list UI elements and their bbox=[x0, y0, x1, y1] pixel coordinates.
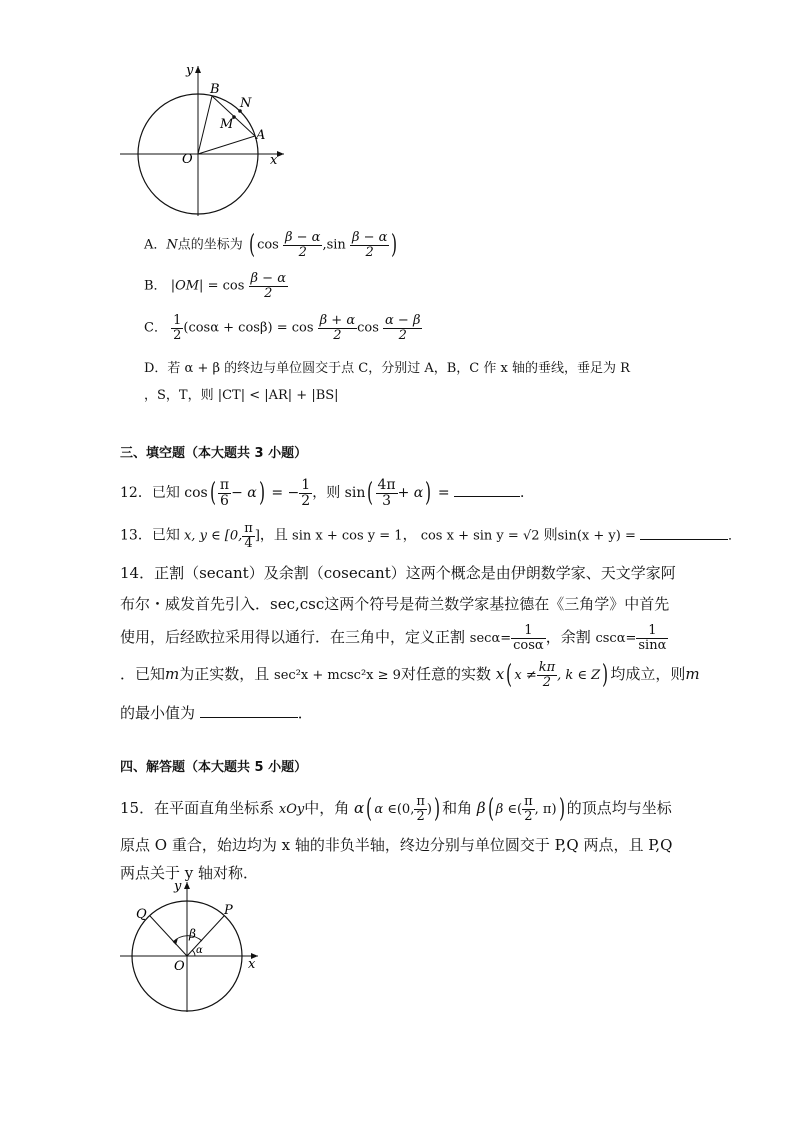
q14-line4a: ．已知 bbox=[120, 665, 166, 683]
q12-plus-a: + α bbox=[397, 485, 424, 502]
fig2-y-label: y bbox=[174, 879, 182, 894]
q13-e1: sin x + cos y = 1 bbox=[292, 528, 403, 544]
q12-f2-num: 4π bbox=[377, 477, 396, 493]
option-a-cos-num: β − α bbox=[285, 229, 321, 245]
q14-m: m bbox=[165, 665, 180, 683]
option-a-sin-den: 2 bbox=[365, 244, 374, 260]
option-c-half-den: 2 bbox=[173, 327, 182, 343]
q15-a-open: (0, bbox=[396, 802, 415, 817]
q15-cond-a: α ∈ bbox=[374, 802, 397, 817]
fig1-B-label: B bbox=[210, 82, 220, 97]
q15-b-open: ( bbox=[517, 802, 523, 817]
q14-sec: secα= bbox=[469, 631, 512, 647]
fig2-beta-label: β bbox=[189, 927, 196, 941]
q14-end: ． bbox=[297, 704, 313, 722]
q15-l1c: 和角 bbox=[442, 799, 473, 817]
q14-k-den: 2 bbox=[542, 674, 552, 690]
q12-h-den: 2 bbox=[301, 492, 311, 509]
q14-answer-blank[interactable] bbox=[200, 705, 298, 718]
q14-line5 bbox=[120, 702, 313, 723]
q15-b-den: 2 bbox=[524, 808, 533, 824]
q15-l1a: 15．在平面直角坐标系 bbox=[120, 799, 275, 817]
option-c-f1-num: β + α bbox=[319, 313, 356, 328]
option-c-f1-den: 2 bbox=[333, 327, 342, 343]
fig2-O-label: O bbox=[174, 959, 185, 974]
q14-line3a: 使用，后经欧拉采用得以通行．在三角中，定义正割 bbox=[120, 628, 466, 647]
option-c-f2-num: α − β bbox=[385, 313, 421, 328]
option-a-cos: cos bbox=[257, 237, 279, 253]
q12-sin: sin bbox=[344, 485, 366, 502]
q13-pre: 已知 bbox=[151, 527, 180, 544]
question-12: 12．已知 cos( $\frac{\pi}{6}$ − α) = − $\frac{1}{2}$ ，则 sin( $\frac{4\pi}{3}$ + α) = ． bbox=[120, 477, 535, 509]
q15-xoy: xOy bbox=[278, 802, 305, 817]
option-c: C． $\frac{1}{2}$ (cosα + cosβ) = cos $\frac{\beta + \alpha}{2}$ cos $\frac{\alpha - \beta}{2}$ bbox=[144, 313, 421, 343]
option-a-prefix: A． bbox=[144, 237, 167, 253]
unit-circle-figure-2 bbox=[112, 878, 272, 1018]
q14-line4d: 均成立，则 bbox=[610, 665, 686, 683]
option-c-f2-den: 2 bbox=[398, 327, 407, 343]
q14-line4c: 对任意的实数 bbox=[400, 665, 491, 683]
unit-circle-figure-1 bbox=[112, 60, 292, 220]
q12-f1-num: π bbox=[219, 477, 230, 493]
fig2-Q-label: Q bbox=[136, 907, 147, 922]
option-a-sin: sin bbox=[326, 237, 346, 253]
q13-f-num: π bbox=[244, 521, 253, 536]
q12-num: 12． bbox=[120, 485, 152, 502]
q15-b-close: , π) bbox=[534, 802, 557, 817]
q15-alpha: α bbox=[354, 799, 365, 817]
option-c-inner: cosα + cosβ bbox=[188, 320, 268, 336]
q12-f2-den: 3 bbox=[382, 492, 392, 509]
q12-h-num: 1 bbox=[301, 477, 311, 493]
q14-setx: x bbox=[495, 665, 505, 683]
q15-a-close: ) bbox=[426, 802, 432, 817]
q14-line2: 布尔・威发首先引入．sec,csc这两个符号是荷兰数学家基拉德在《三角学》中首先 bbox=[120, 595, 670, 613]
option-c-half-num: 1 bbox=[173, 313, 182, 328]
q14-line4b: 为正实数，且 bbox=[179, 665, 270, 683]
option-b-den: 2 bbox=[264, 285, 273, 301]
fig2-alpha-label: α bbox=[196, 945, 203, 956]
q12-eq2: = bbox=[437, 485, 450, 502]
q15-line2: 原点 O 重合，始边均为 x 轴的非负半轴，终边分别与单位圆交于 P,Q 两点，且 P,Q bbox=[120, 836, 673, 854]
option-a-comma: , bbox=[322, 237, 327, 253]
q14-kz: , k ∈ Z bbox=[557, 668, 601, 683]
q13-close: ] bbox=[254, 528, 260, 544]
q13-vars: x, y ∈ [0, bbox=[183, 528, 243, 544]
option-a-text: 点的坐标为 bbox=[177, 237, 243, 253]
q13-mid1: ，且 bbox=[259, 527, 288, 544]
q12-cos: cos bbox=[184, 485, 208, 502]
q14-line1: 14．正割（secant）及余割（cosecant）这两个概念是由伊朗数学家、天文学家阿 bbox=[120, 564, 676, 582]
fig1-O-label: O bbox=[182, 152, 193, 167]
option-c-prefix: C． bbox=[144, 320, 167, 336]
q15-a-den: 2 bbox=[416, 808, 425, 824]
option-d-line2: ，S，T，则 |CT| < |AR| + |BS| bbox=[144, 388, 339, 403]
q14-cond: x ≠ bbox=[514, 668, 537, 683]
q14-k-num: kπ bbox=[538, 659, 556, 675]
section-4-title: 四、解答题（本大题共 5 小题） bbox=[120, 760, 308, 775]
q14-line5-text: 的最小值为 bbox=[120, 704, 196, 722]
option-b: B． |OM| = cos $\frac{\beta - \alpha}{2}$ bbox=[144, 271, 286, 301]
q15-a-num: π bbox=[416, 793, 425, 809]
q14-csc-den: sinα bbox=[638, 637, 667, 653]
option-b-abs: OM bbox=[175, 278, 200, 294]
q12-f1-den: 6 bbox=[220, 492, 229, 509]
q13-num: 13． bbox=[120, 527, 152, 544]
option-d-line1: D．若 α + β 的终边与单位圆交于点 C，分别过 A，B，C 作 x 轴的垂线，垂足为 R bbox=[144, 361, 630, 376]
option-a-sin-num: β − α bbox=[351, 229, 388, 245]
q14-m2: m bbox=[685, 665, 700, 683]
q12-end: ． bbox=[520, 485, 535, 502]
q13-mid2: ， bbox=[402, 527, 417, 544]
q13-f-den: 4 bbox=[244, 535, 253, 551]
q14-csc: cscα= bbox=[595, 631, 637, 647]
q13-end: ． bbox=[727, 528, 741, 544]
q13-e2: cos x + sin y = √2 bbox=[420, 528, 540, 544]
q15-b-num: π bbox=[524, 793, 533, 809]
option-a-cos-den: 2 bbox=[298, 244, 307, 260]
q12-mid: ，则 bbox=[312, 485, 341, 502]
q12-pre: 已知 bbox=[151, 485, 180, 502]
section-3-title: 三、填空题（本大题共 3 小题） bbox=[120, 446, 308, 461]
q14-sec-num: 1 bbox=[511, 624, 546, 639]
q15-line1: 15．在平面直角坐标系 xOy中，角 α( α ∈(0, $\frac{\pi}{2}$ )) 和角 β( β ∈( $\frac{\pi}{2}$ , π)) 的顶点均与坐标 bbox=[120, 793, 672, 824]
option-b-num: β − α bbox=[250, 271, 286, 286]
q12-minus-a: − α bbox=[231, 485, 257, 502]
option-b-eq: = cos bbox=[207, 278, 245, 294]
q12-eq: = − bbox=[271, 485, 300, 502]
option-a: A．N点的坐标为 ( cos $\frac{\beta - \alpha}{2}$ ,sin $\frac{\beta - \alpha}{2}$ ) bbox=[144, 229, 398, 260]
q13-e3: sin(x + y) = bbox=[557, 528, 636, 544]
fig2-x-label: x bbox=[248, 957, 256, 972]
q14-csc-num: 1 bbox=[636, 624, 668, 639]
q14-sec-den: cosα bbox=[513, 637, 544, 653]
q15-cond-b: β ∈ bbox=[495, 802, 518, 817]
q15-line3: 两点关于 y 轴对称． bbox=[120, 864, 259, 882]
q15-l1d: 的顶点均与坐标 bbox=[566, 799, 672, 817]
option-b-prefix: B． bbox=[144, 278, 167, 294]
q14-ineq: sec²x + mcsc²x ≥ 9 bbox=[274, 668, 401, 683]
fig1-A-label: A bbox=[256, 128, 266, 143]
q13-mid3: 则 bbox=[543, 527, 558, 544]
option-a-N: N bbox=[166, 237, 178, 253]
fig1-N-label: N bbox=[240, 96, 252, 111]
fig2-P-label: P bbox=[224, 903, 233, 918]
q15-l1b: 中，角 bbox=[304, 799, 350, 817]
option-c-cos2: cos bbox=[357, 320, 379, 336]
fig1-y-label: y bbox=[186, 63, 194, 78]
fig1-x-label: x bbox=[270, 153, 278, 168]
question-13 bbox=[120, 522, 741, 550]
option-c-eq: = cos bbox=[276, 320, 314, 336]
q14-line3 bbox=[120, 624, 668, 652]
q14-line4: ．已知m为正实数，且 sec²x + mcsc²x ≥ 9对任意的实数 x( x ≠ $\frac{k\pi}{2}$ , k ∈ Z) 均成立，则m bbox=[120, 659, 700, 690]
q14-mid: ，余割 bbox=[545, 628, 591, 647]
q12-answer-blank[interactable] bbox=[454, 484, 520, 497]
fig1-M-label: M bbox=[220, 117, 234, 132]
q15-beta: β bbox=[476, 799, 486, 817]
q13-answer-blank[interactable] bbox=[640, 527, 728, 540]
